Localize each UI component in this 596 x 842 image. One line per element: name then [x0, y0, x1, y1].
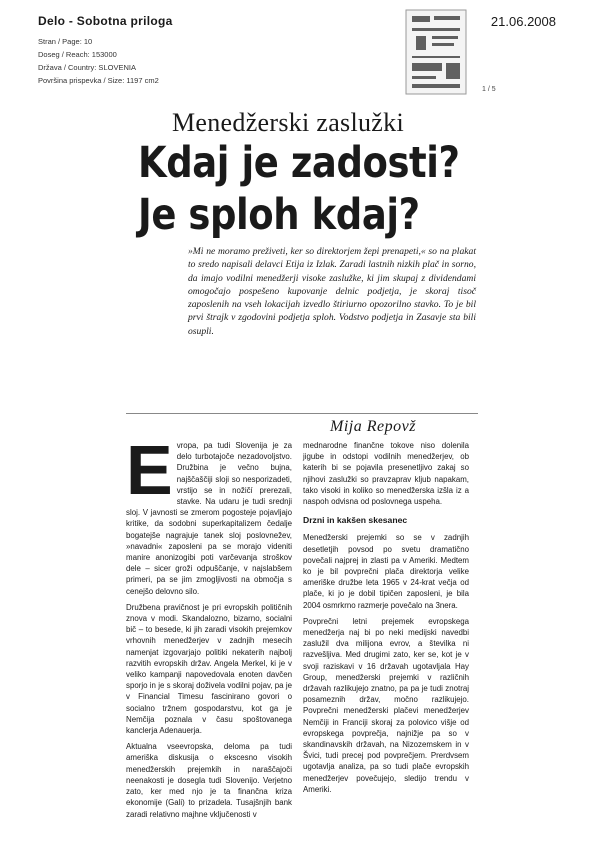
publication-name: Delo - Sobotna priloga [38, 14, 173, 28]
body-paragraph: mednarodne finančne tokove niso dolenila jigube in odstopi vodilnih menedžerjev, ob katerih bi se pojavila presenetljivo zakaj so njihovi zaslužki so pravzaprav kljub napakam, tako visoki in koliko so menedžerska izšla iz a naspoh odvisna od poslovnega uspeha. [303, 441, 469, 507]
article-kicker: Menedžerski zaslužki [172, 108, 404, 137]
drop-cap: E [126, 431, 173, 509]
divider-top [126, 413, 478, 414]
meta-page: Stran / Page: 10 [38, 37, 93, 46]
section-subheading: Drzni in kakšen skesanec [303, 515, 408, 526]
body-paragraph: Povprečni letni prejemek evropskega menedžerja naj bi po neki medijski navedbi zaslužil dva milijona evrov, a številka ni razvešljiva. Med drugimi zato, ker se, kot je v svoji raziskavi v 16 državah ugotavljala Hay Group, menedžerski prejemki v različnih državah razlikujejo znatno, pa pa je tudi znotraj posameznih držav, močno razlikujejo. Povprečni menedžerski plačevi menedžerjev Nemčiji in Franciji skoraj za polovico višje od evropskega povprečja, najnižje pa so v skandinavskih državah, na Nizozemskem in v Švici, tudi precej pod povprečjem. Prerdvsem ugotavlja analiza, pa so tudi plače evropskih menedžerjev povečujejo, sledijo trendu v Ameriki. [303, 616, 469, 794]
article-headline-line-1: Kdaj je zadosti? [138, 138, 460, 188]
body-paragraph: Menedžerski prejemki so se v zadnjih desetletjih povsod po svetu dramatično povečali najprej in zlasti pa v Ameriki. Medtem ko je bil povprečni plača direktorja velike ameriške družbe leta 1965 v 24-krat večja od plače, ki jo je dobil tipičen zaposleni, je bila 2004 osmrkrno razmerje povečalo na 3nera. [303, 533, 469, 610]
publication-date: 21.06.2008 [490, 14, 556, 29]
article-column-2 [303, 440, 469, 800]
body-paragraph: Aktualna vseevropska, deloma pa tudi ameriška diskusija o ekscesno visokih menedžerskih prejemkih in naraščajoči neenakosti je dosegla tudi Slovenijo. Verjetno zato, ker med njo je ta finančna kriza ekonomije (Gali) to prizadela. Tusajšnjih bank zaradi relativno majhne vključenosti v [126, 742, 292, 819]
body-paragraph: vropa, pa tudi Slovenija je za delo turbotajoče nezadovoljstvo. Družbina je večno bujna, najščaščiji sloji so nesporizadeti, vrstijo se in nožičí prerezali, stavke. Na udaru je tudi srednji sloj. V javnosti se zmerom pogosteje pojavljajo kritike, da sodobni superkapitalizem čedalje bogatejše nagrajuje tanek sloj poslovnežev, »navadni« zaposleni pa se morajo videniti manire anonizogibi poti varčevanja stroškov dele – sicer groži odpuščanje, v najslabšem primeri, pa se jim zmogljivosti na območja s cenejšo delovno silo. [126, 441, 292, 596]
meta-country: Država / Country: SLOVENIA [38, 63, 136, 72]
article-author: Mija Repovž [330, 418, 416, 435]
page-indicator: 1 / 5 [482, 86, 496, 93]
article-column-1 [126, 431, 292, 825]
meta-reach: Doseg / Reach: 153000 [38, 50, 117, 59]
clipping-service-stamp [404, 8, 468, 96]
article-headline-line-2: Je sploh kdaj? [138, 190, 420, 240]
meta-size: Površina prispevka / Size: 1197 cm2 [38, 76, 159, 85]
body-paragraph: Družbena pravičnost je pri evropskih političnih znova v modi. Skandalozno, bizarno, socialni bič – to besede, ki jih zaradi visokih prejemkov vrhovnih menedžerjev v zadnjih mesecih namenjat izgovarjajo politiki nekaterih najbolj razvitih evropskih držav. Angela Merkel, ki je v veliko kampanji napovedovala enoten davčen sporjo in je s skoraj doživela vodilni pojav, pa je v Financial Timesu fascinirano govori o socialno tržnem gospodarstvu, kot ga je Nemčija poznala v času spoštovanega kanclerja Adenauerja. [126, 602, 292, 736]
article-lead: »Mi ne moramo preživeti, ker so direktorjem žepi prenapeti,« so na plakat to sredo napisali delavci Etija iz Izlak. Zaradi lastnih nizkih plač in sorno, da imajo vodilni menedžerji visoke zaslužke, ki jim skupaj z dividendami omogočajo pospešeno kupovanje delnic podjetja, je skoraj tisoč zaposlenih na vseh lokacijah izvedlo štiriurno opozorilno stavko. To je bil prvi štrajk v zgodovini podjetja sploh. Vodstvo podjetja in Zasavje sta bili osupli. [188, 246, 476, 337]
